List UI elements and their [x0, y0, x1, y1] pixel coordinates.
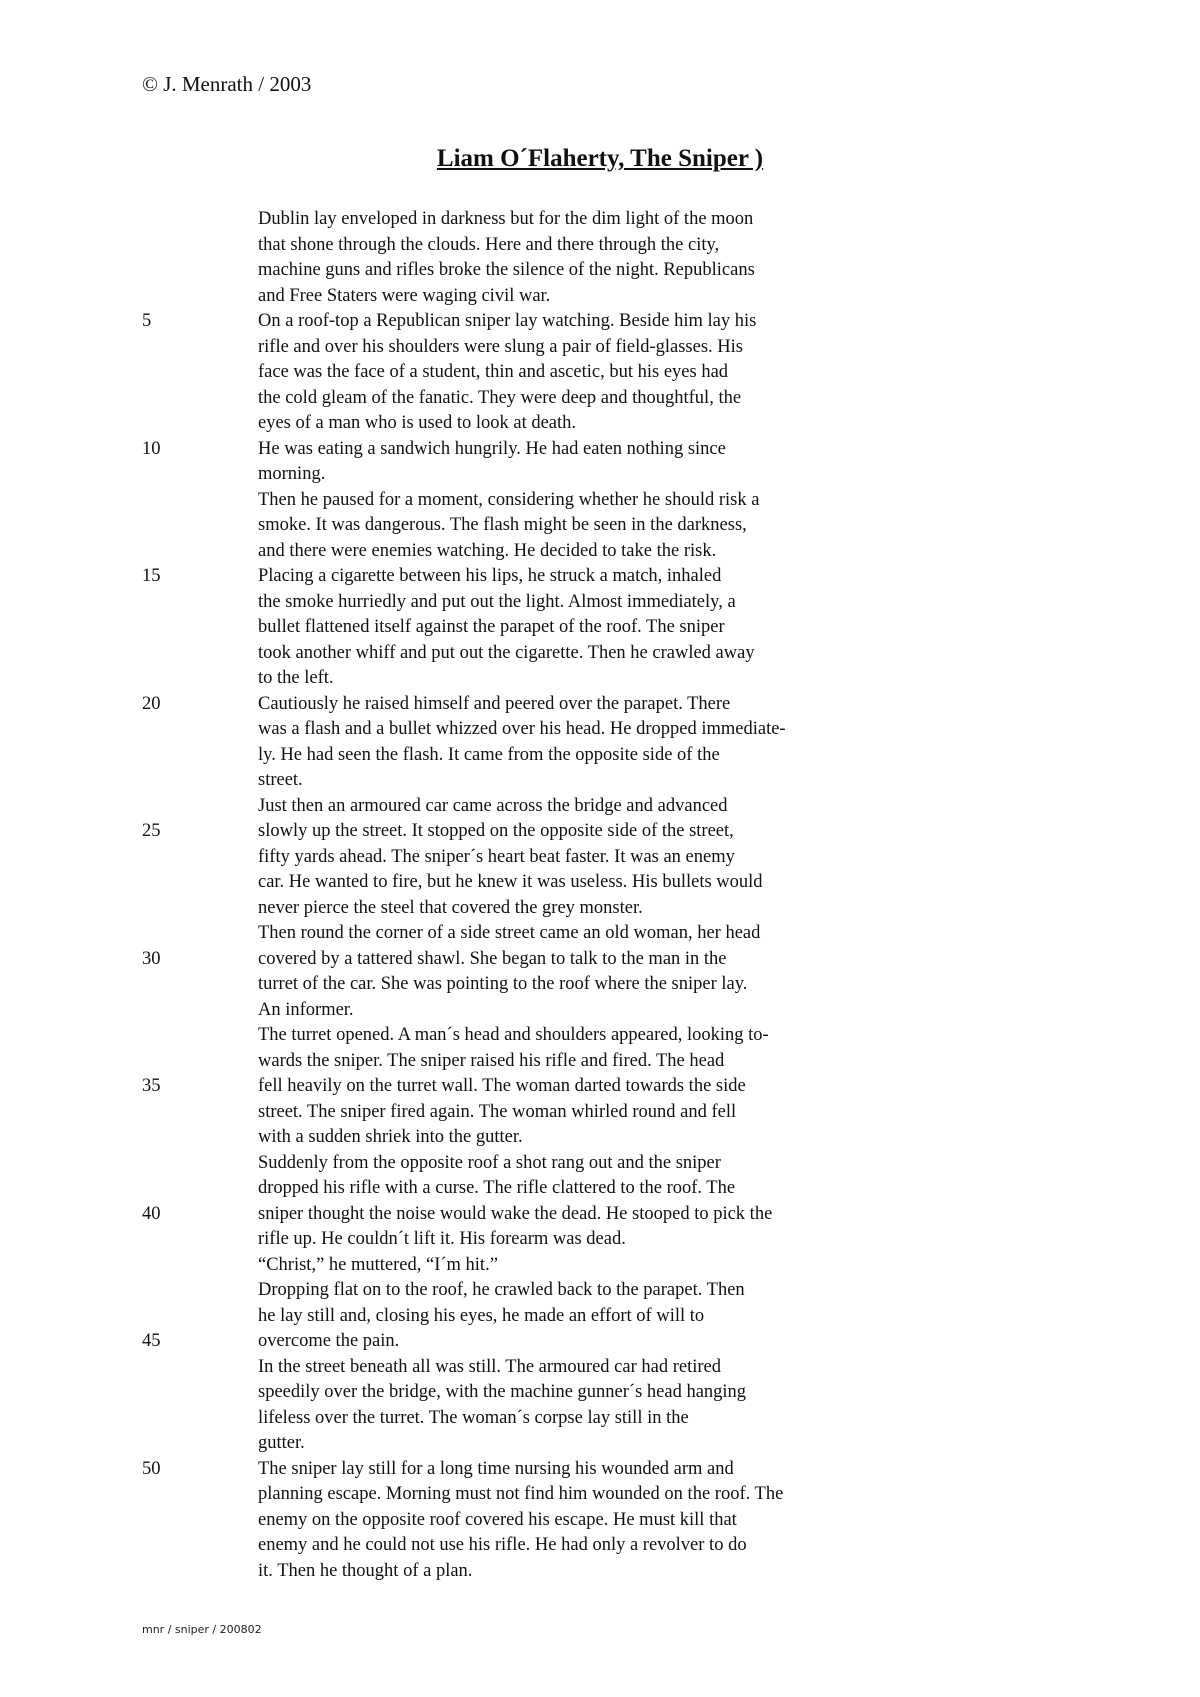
text-line: [0, 972, 1200, 997]
text-line: [0, 998, 1200, 1023]
line-text: eyes of a man who is used to look at death.: [258, 413, 577, 433]
text-line: [0, 564, 1200, 589]
document-title: Liam O´Flaherty, The Sniper ): [436, 145, 764, 172]
text-line: [0, 1125, 1200, 1150]
text-line: [0, 1176, 1200, 1201]
line-text: face was the face of a student, thin and ascetic, but his eyes had: [258, 362, 729, 382]
line-text: ly. He had seen the flash. It came from the opposite side of the: [258, 744, 720, 765]
line-text: bullet flattened itself against the parapet of the roof. The sniper: [258, 617, 725, 637]
text-line: [0, 692, 1200, 717]
text-line: [0, 207, 1200, 232]
text-line: [0, 1202, 1200, 1227]
line-text: lifeless over the turret. The woman´s corpse lay still in the: [258, 1407, 689, 1428]
line-text: gutter.: [258, 1433, 305, 1453]
line-text: overcome the pain.: [258, 1331, 400, 1351]
line-text: sniper thought the noise would wake the dead. He stooped to pick the: [258, 1203, 773, 1224]
line-text: Dublin lay enveloped in darkness but for the dim light of the moon: [258, 209, 754, 229]
line-text: An informer.: [258, 999, 354, 1020]
text-line: [0, 845, 1200, 870]
line-text: it. Then he thought of a plan.: [258, 1560, 473, 1581]
line-number: 40: [142, 1203, 161, 1224]
line-text: with a sudden shriek into the gutter.: [258, 1127, 523, 1147]
text-line: [0, 1278, 1200, 1303]
line-text: Then he paused for a moment, considering whether he should risk a: [258, 489, 760, 510]
text-line: [0, 1559, 1200, 1584]
line-text: that shone through the clouds. Here and there through the city,: [258, 234, 720, 255]
text-line: [0, 309, 1200, 334]
line-text: He was eating a sandwich hungrily. He had eaten nothing since: [258, 438, 726, 459]
text-line: [0, 1508, 1200, 1533]
page-footer: mnr / sniper / 200802: [142, 1623, 262, 1636]
text-line: [0, 1431, 1200, 1456]
text-line: [0, 1151, 1200, 1176]
text-line: [0, 1049, 1200, 1074]
text-line: [0, 1100, 1200, 1125]
text-line: [0, 1023, 1200, 1048]
line-number: 10: [142, 438, 161, 459]
line-text: dropped his rifle with a curse. The rifle clattered to the roof. The: [258, 1178, 736, 1198]
text-line: [0, 1482, 1200, 1507]
line-number: 25: [142, 821, 161, 841]
line-text: planning escape. Morning must not find him wounded on the roof. The: [258, 1484, 784, 1504]
line-text: Placing a cigarette between his lips, he struck a match, inhaled: [258, 566, 722, 586]
line-number: 5: [142, 311, 152, 331]
line-number: 35: [142, 1076, 161, 1096]
line-text: he lay still and, closing his eyes, he made an effort of will to: [258, 1305, 705, 1326]
line-text: Dropping flat on to the roof, he crawled back to the parapet. Then: [258, 1280, 745, 1300]
line-text: the cold gleam of the fanatic. They were deep and thoughtful, the: [258, 387, 742, 408]
text-line: [0, 743, 1200, 768]
line-text: covered by a tattered shawl. She began to talk to the man in the: [258, 948, 727, 969]
line-number: 45: [142, 1331, 161, 1351]
line-text: and there were enemies watching. He decided to take the risk.: [258, 540, 717, 561]
line-text: the smoke hurriedly and put out the light. Almost immediately, a: [258, 591, 736, 612]
text-line: [0, 768, 1200, 793]
line-text: slowly up the street. It stopped on the opposite side of the street,: [258, 821, 734, 841]
line-text: morning.: [258, 464, 326, 484]
text-line: [0, 641, 1200, 666]
text-line: [0, 1380, 1200, 1405]
text-line: [0, 1253, 1200, 1278]
line-text: street.: [258, 770, 303, 790]
text-line: [0, 590, 1200, 615]
line-text: speedily over the bridge, with the machine gunner´s head hanging: [258, 1382, 747, 1402]
text-line: [0, 513, 1200, 538]
line-text: “Christ,” he muttered, “I´m hit.”: [258, 1254, 498, 1275]
text-line: [0, 615, 1200, 640]
line-text: Then round the corner of a side street came an old woman, her head: [258, 923, 761, 943]
line-text: Cautiously he raised himself and peered over the parapet. There: [258, 693, 731, 714]
text-line: [0, 794, 1200, 819]
text-line: [0, 233, 1200, 258]
line-number: 20: [142, 693, 161, 714]
line-text: machine guns and rifles broke the silence of the night. Republicans: [258, 260, 755, 280]
line-text: turret of the car. She was pointing to the roof where the sniper lay.: [258, 974, 748, 994]
text-line: [0, 717, 1200, 742]
line-text: fell heavily on the turret wall. The woman darted towards the side: [258, 1076, 746, 1096]
line-text: In the street beneath all was still. The armoured car had retired: [258, 1356, 721, 1377]
text-line: [0, 1533, 1200, 1558]
line-text: never pierce the steel that covered the grey monster.: [258, 897, 643, 918]
line-text: rifle up. He couldn´t lift it. His forearm was dead.: [258, 1229, 626, 1249]
text-line: [0, 488, 1200, 513]
line-text: fifty yards ahead. The sniper´s heart beat faster. It was an enemy: [258, 846, 735, 867]
text-line: [0, 1406, 1200, 1431]
text-line: [0, 360, 1200, 385]
line-number: 30: [142, 948, 161, 969]
text-line: [0, 284, 1200, 309]
line-text: Suddenly from the opposite roof a shot rang out and the sniper: [258, 1152, 721, 1173]
text-line: [0, 1355, 1200, 1380]
text-line: [0, 258, 1200, 283]
line-text: and Free Staters were waging civil war.: [258, 285, 551, 306]
text-line: [0, 896, 1200, 921]
line-text: smoke. It was dangerous. The flash might be seen in the darkness,: [258, 515, 747, 535]
text-line: [0, 1227, 1200, 1252]
text-line: [0, 437, 1200, 462]
text-line: [0, 386, 1200, 411]
text-line: [0, 666, 1200, 691]
line-text: car. He wanted to fire, but he knew it was useless. His bullets would: [258, 872, 763, 892]
line-text: to the left.: [258, 668, 334, 688]
text-line: [0, 819, 1200, 844]
text-line: [0, 411, 1200, 436]
line-text: enemy and he could not use his rifle. He had only a revolver to do: [258, 1535, 747, 1555]
text-line: [0, 870, 1200, 895]
text-line: [0, 1457, 1200, 1482]
text-line: [0, 1329, 1200, 1354]
text-line: [0, 1304, 1200, 1329]
line-text: street. The sniper fired again. The woman whirled round and fell: [258, 1101, 737, 1122]
line-number: 15: [142, 566, 161, 586]
line-text: wards the sniper. The sniper raised his rifle and fired. The head: [258, 1050, 725, 1071]
text-line: [0, 947, 1200, 972]
text-line: [0, 921, 1200, 946]
line-text: enemy on the opposite roof covered his escape. He must kill that: [258, 1509, 737, 1530]
line-text: The sniper lay still for a long time nursing his wounded arm and: [258, 1458, 734, 1479]
text-line: [0, 1074, 1200, 1099]
line-text: was a flash and a bullet whizzed over his head. He dropped immediate-: [258, 719, 786, 739]
text-line: [0, 539, 1200, 564]
line-text: took another whiff and put out the cigarette. Then he crawled away: [258, 642, 755, 663]
line-number: 50: [142, 1458, 161, 1479]
line-text: rifle and over his shoulders were slung a pair of field-glasses. His: [258, 336, 743, 357]
line-text: Just then an armoured car came across the bridge and advanced: [258, 795, 728, 816]
line-text: On a roof-top a Republican sniper lay watching. Beside him lay his: [258, 311, 757, 331]
text-line: [0, 462, 1200, 487]
copyright-notice: © J. Menrath / 2003: [142, 72, 312, 96]
line-text: The turret opened. A man´s head and shoulders appeared, looking to-: [258, 1025, 769, 1045]
text-line: [0, 335, 1200, 360]
